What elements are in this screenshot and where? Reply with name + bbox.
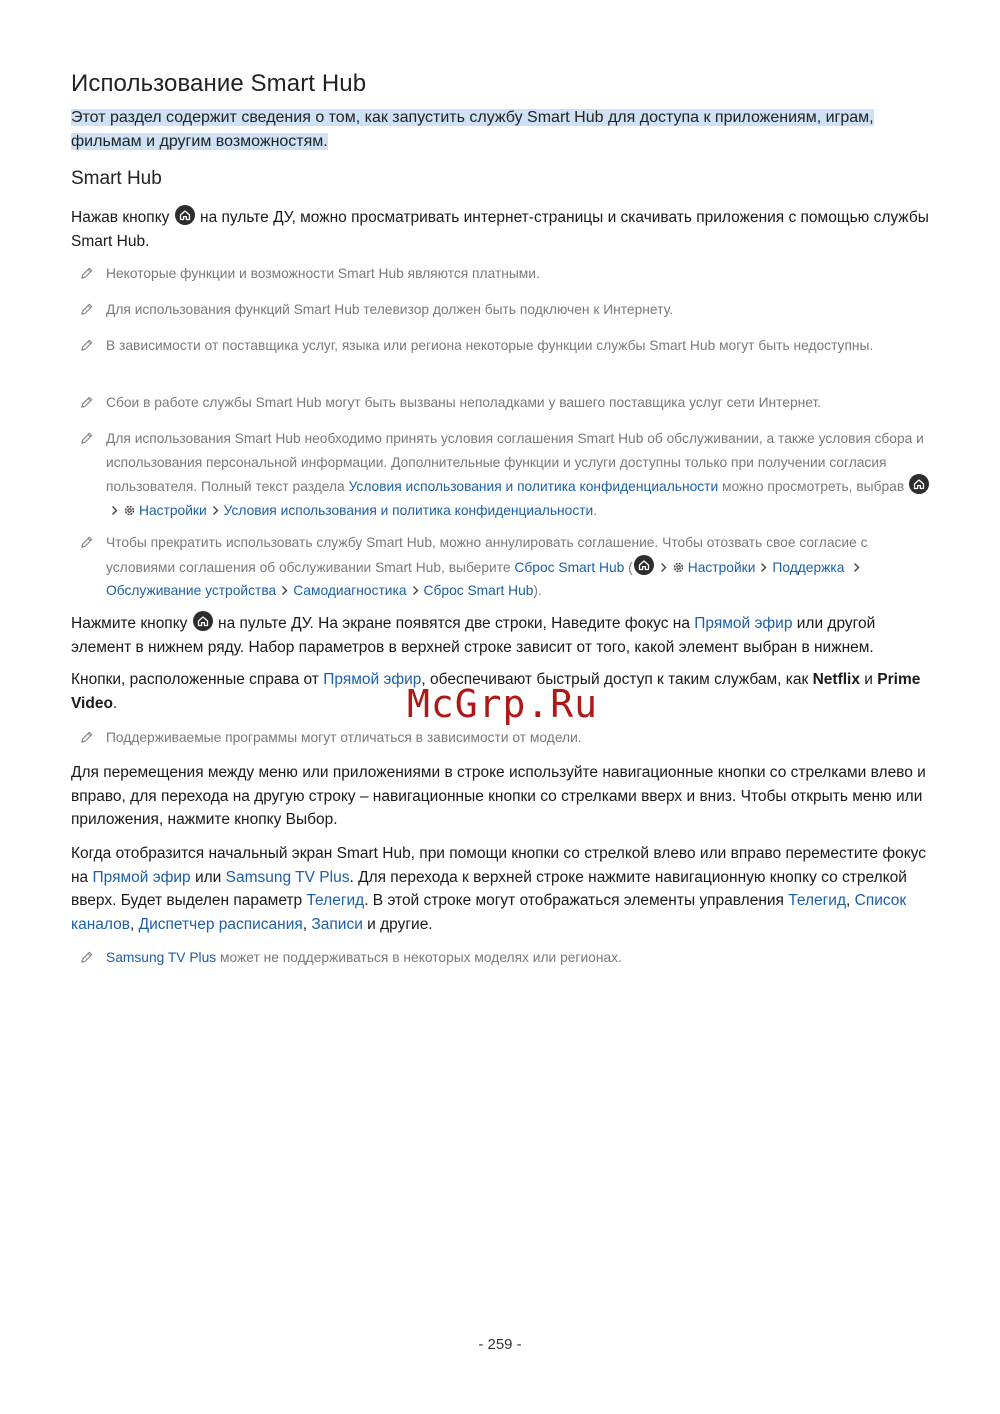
paragraph-navigation: Для перемещения между меню или приложениями в строке используйте навигационные кнопки со стрелками влево и вправо, для перехода на другую строку – навигационные кнопки со стрелками вверх и вниз. Чтобы открыть меню или приложения, нажмите кнопку Выбор. xyxy=(71,764,926,828)
note-item: Поддерживаемые программы могут отличаться в зависимости от модели. xyxy=(71,726,931,750)
note-item: Для использования Smart Hub необходимо принять условия соглашения Smart Hub об обслуживании, а также условия сбора и использования персональной информации. Дополнительные функции и услуги доступны только при получении согласия пользователя. Полный текст раздела Условия использования и политика конфиденциальности можно просмотреть, выбрав Настройки Условия использования и политика конфиденциальности. xyxy=(71,427,931,522)
note-item: Для использования функций Smart Hub телевизор должен быть подключен к Интернету. xyxy=(71,298,931,322)
reset-smart-hub-path-link[interactable]: Сброс Smart Hub xyxy=(423,583,534,598)
live-tv-link[interactable]: Прямой эфир xyxy=(323,671,422,688)
note-item: Samsung TV Plus может не поддерживаться в некоторых моделях или регионах. xyxy=(71,946,931,970)
note-item: Чтобы прекратить использовать службу Smart Hub, можно аннулировать соглашение. Чтобы отозвать свое согласие с условиями соглашения об обслуживании Smart Hub, выберите Сброс Smart Hub ( Настройки Поддержка Обслуживание устройства Самодиагностика Сброс Smart Hub). xyxy=(71,531,931,603)
schedule-manager-link[interactable]: Диспетчер расписания xyxy=(138,915,303,933)
recordings-link[interactable]: Записи xyxy=(311,915,363,933)
pencil-note-icon xyxy=(79,338,94,353)
note-item: В зависимости от поставщика услуг, языка или региона некоторые функции службы Smart Hub могут быть недоступны. xyxy=(71,334,931,358)
netflix-label: Netflix xyxy=(812,671,860,688)
support-link[interactable]: Поддержка xyxy=(772,559,845,575)
device-care-link[interactable]: Обслуживание устройства xyxy=(106,583,277,598)
guide-link[interactable]: Телегид xyxy=(306,892,365,909)
chevron-right-icon xyxy=(852,562,861,573)
home-icon xyxy=(909,474,929,494)
self-diagnosis-link[interactable]: Самодиагностика xyxy=(293,583,407,598)
gear-icon xyxy=(672,561,685,574)
page-title: Использование Smart Hub xyxy=(71,70,367,97)
chevron-right-icon xyxy=(759,562,768,573)
channel-list-link[interactable]: Список каналов xyxy=(71,892,907,933)
pencil-note-icon xyxy=(79,535,94,550)
samsung-tv-plus-link[interactable]: Samsung TV Plus xyxy=(106,950,217,965)
pencil-note-icon xyxy=(79,730,94,745)
paragraph-home-button: Нажав кнопку на пульте ДУ, можно просматривать интернет-страницы и скачивать приложения с помощью службы Smart Hub. xyxy=(71,205,931,253)
pencil-note-icon xyxy=(79,431,94,446)
intro-paragraph xyxy=(71,106,931,153)
chevron-right-icon xyxy=(659,562,668,573)
reset-smart-hub-link[interactable]: Сброс Smart Hub xyxy=(514,559,625,575)
chevron-right-icon xyxy=(211,505,220,516)
chevron-right-icon xyxy=(280,585,289,596)
paragraph-home-screen: Когда отобразится начальный экран Smart Hub, при помощи кнопки со стрелкой влево или вправо переместите фокус на Прямой эфир или Samsung TV Plus. Для перехода к верхней строке нажмите навигационную кнопку со стрелкой вверх. Будет выделен параметр Телегид. В этой строке могут отображаться элементы управления Телегид, Список каналов, Диспетчер расписания, Записи и другие. xyxy=(71,845,926,933)
home-icon xyxy=(634,555,654,575)
note-item: Сбои в работе службы Smart Hub могут быть вызваны неполадками у вашего поставщика услуг сети Интернет. xyxy=(71,391,931,415)
section-title: Smart Hub xyxy=(71,168,162,189)
live-tv-link[interactable]: Прямой эфир xyxy=(694,615,793,632)
settings-link[interactable]: Настройки xyxy=(139,502,207,518)
chevron-right-icon xyxy=(110,505,119,516)
home-icon xyxy=(193,611,213,631)
intro-highlight: Этот раздел содержит сведения о том, как запустить службу Smart Hub для доступа к приложениям, играм, фильмам и другим возможностям. xyxy=(71,109,874,150)
note-item: Некоторые функции и возможности Smart Hub являются платными. xyxy=(71,262,931,286)
pencil-note-icon xyxy=(79,302,94,317)
watermark: McGrp.Ru xyxy=(407,682,599,726)
pencil-note-icon xyxy=(79,395,94,410)
pencil-note-icon xyxy=(79,950,94,965)
settings-link[interactable]: Настройки xyxy=(687,559,756,575)
pencil-note-icon xyxy=(79,266,94,281)
chevron-right-icon xyxy=(411,585,420,596)
terms-link-path[interactable]: Условия использования и политика конфиденциальности xyxy=(223,502,594,518)
paragraph-live-tv: Нажмите кнопку на пульте ДУ. На экране появятся две строки, Наведите фокус на Прямой эфир или другой элемент в нижнем ряду. Набор параметров в верхней строке зависит от того, какой элемент выбран в нижнем. xyxy=(71,611,931,659)
page-number: - 259 - xyxy=(478,1336,522,1353)
prime-video-label: Prime Video xyxy=(71,671,921,712)
gear-icon xyxy=(123,504,136,517)
home-icon xyxy=(175,205,195,225)
samsung-tv-plus-link[interactable]: Samsung TV Plus xyxy=(225,868,350,886)
guide-link[interactable]: Телегид xyxy=(788,892,846,909)
live-tv-link[interactable]: Прямой эфир xyxy=(92,868,191,886)
paragraph-quick-access: Кнопки, расположенные справа от Прямой эфир, обеспечивают быстрый доступ к таким службам, как Netflix и Prime Video. xyxy=(71,671,921,712)
terms-link[interactable]: Условия использования и политика конфиденциальности xyxy=(348,479,719,494)
